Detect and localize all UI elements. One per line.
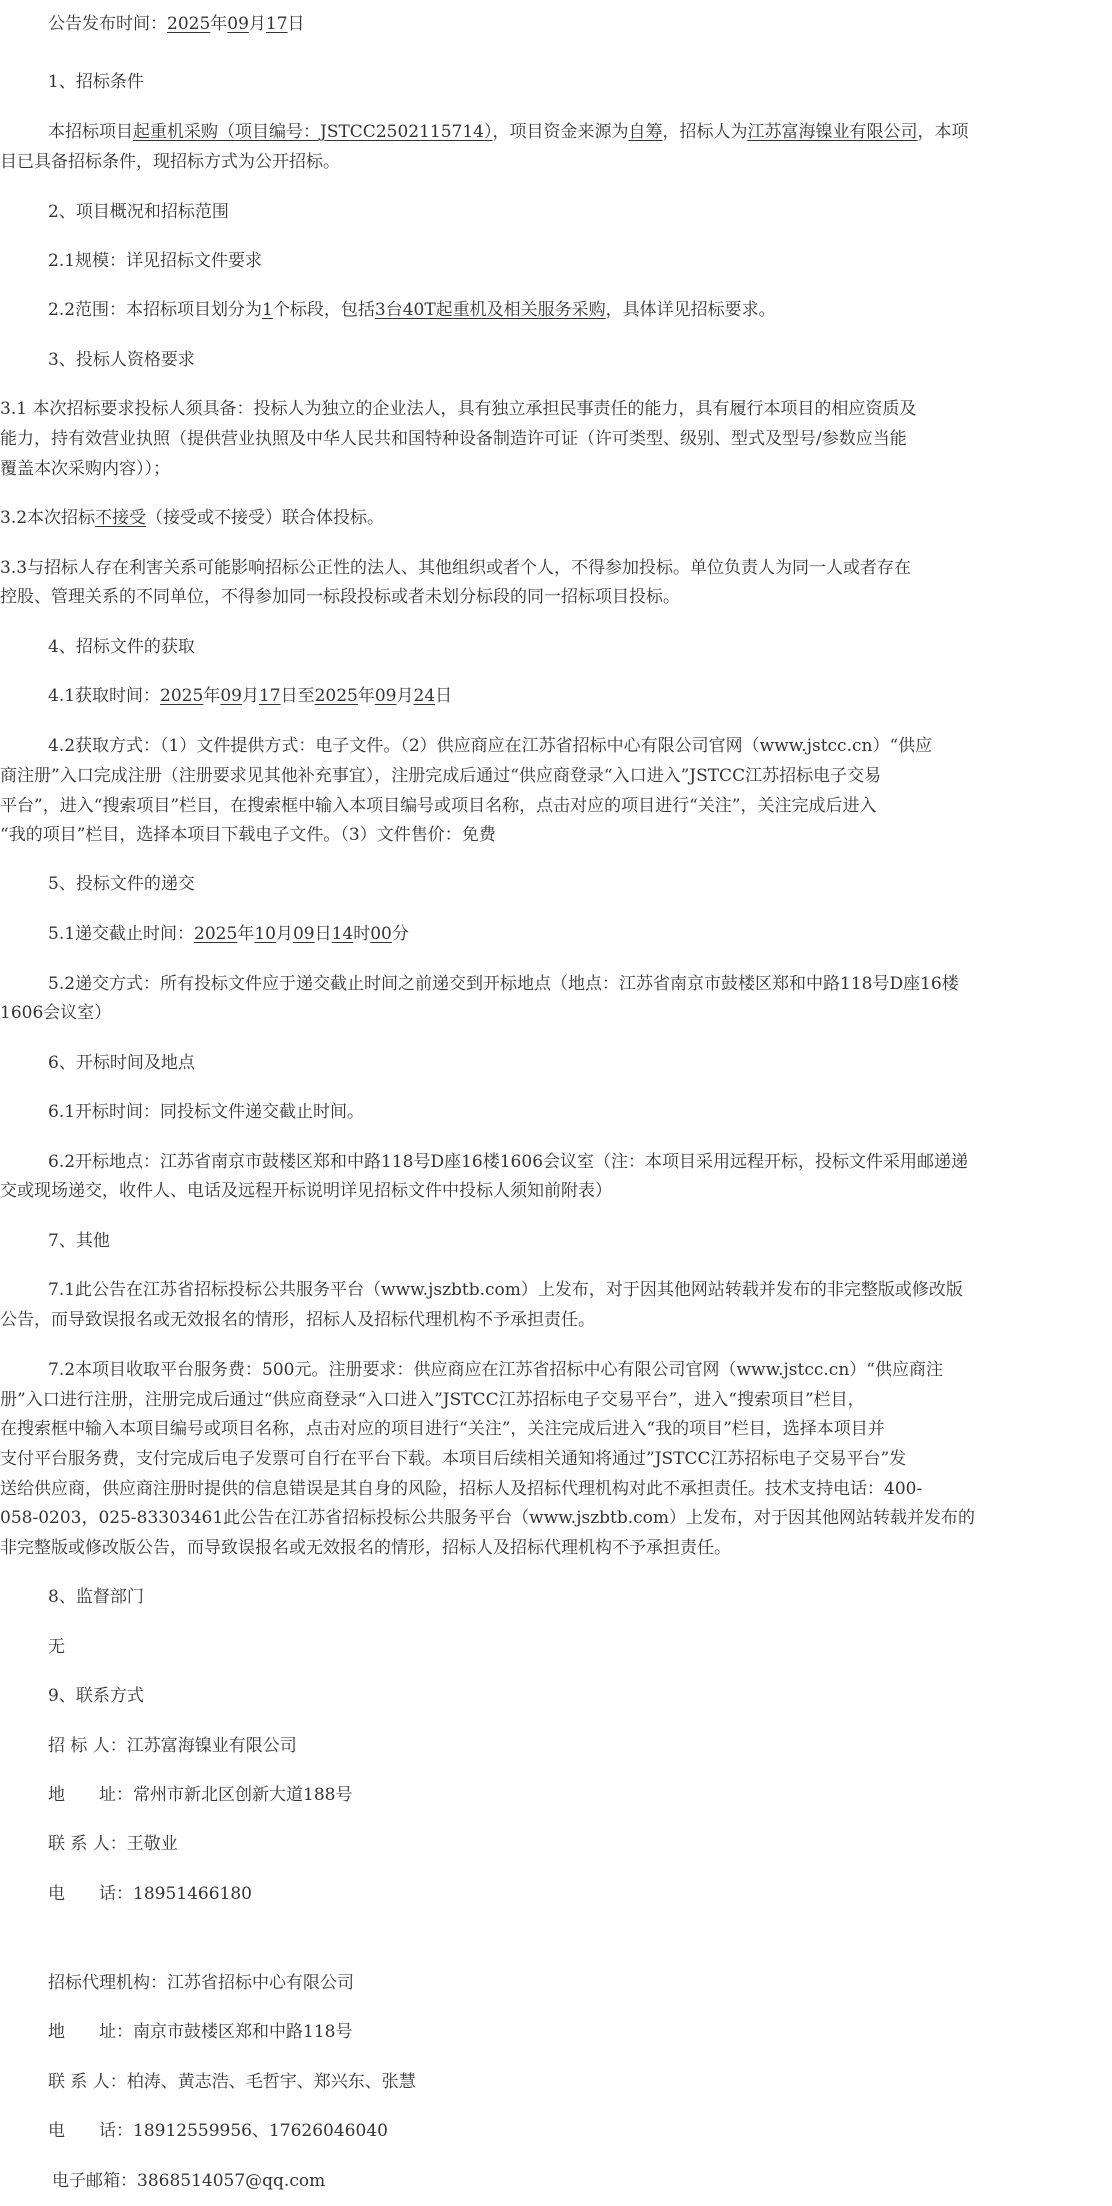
other-7-2-line2: 册”入口进行注册，注册完成后通过“供应商登录“入口进入”JSTCC江苏招标电子交易平台”，进入“搜索项目”栏目， xyxy=(0,1390,865,1410)
acquisition-time: 4.1获取时间：2025年09月17日至2025年09月24日 xyxy=(48,686,453,706)
submission-method-line2: 1606会议室） xyxy=(0,1003,112,1023)
submission-deadline: 5.1递交截止时间：2025年10月09日14时00分 xyxy=(48,924,409,944)
other-7-2-line6: 058-0203，025-83303461此公告在江苏省招标投标公共服务平台（www.jszbtb.com）上发布，对于因其他网站转载并发布的 xyxy=(0,1508,976,1528)
publish-time: 公告发布时间：2025年09月17日 xyxy=(48,14,305,34)
other-7-2-line5: 送给供应商，供应商注册时提供的信息错误是其自身的风险，招标人及招标代理机构对此不承担责任。技术支持电话：400- xyxy=(0,1479,923,1499)
supervision-value: 无 xyxy=(48,1637,65,1657)
qualification-3-1-line2: 能力，持有效营业执照（提供营业执照及中华人民共和国特种设备制造许可证（许可类型、级别、型式及型号/参数应当能 xyxy=(0,429,907,449)
section-6-title: 6、开标时间及地点 xyxy=(48,1053,195,1073)
other-7-2-line7: 非完整版或修改版公告，而导致误报名或无效报名的情形，招标人及招标代理机构不予承担责任。 xyxy=(0,1538,731,1558)
section-9-title: 9、联系方式 xyxy=(48,1686,144,1706)
tenderer-address: 地 址：常州市新北区创新大道188号 xyxy=(48,1785,353,1805)
qualification-3-2: 3.2本次招标不接受（接受或不接受）联合体投标。 xyxy=(0,508,385,528)
section-4-title: 4、招标文件的获取 xyxy=(48,637,195,657)
qualification-3-1-line1: 3.1 本次招标要求投标人须具备：投标人为独立的企业法人，具有独立承担民事责任的能力，具有履行本项目的相应资质及 xyxy=(0,399,917,419)
agency-name: 招标代理机构：江苏省招标中心有限公司 xyxy=(48,1973,354,1993)
section-1-title: 1、招标条件 xyxy=(48,72,144,92)
tenderer-phone: 电 话：18951466180 xyxy=(48,1884,252,1904)
other-7-2-line3: 在搜索框中输入本项目编号或项目名称，点击对应的项目进行“关注”，关注完成后进入“我的项目”栏目，选择本项目并 xyxy=(0,1419,885,1439)
opening-place-line1: 6.2开标地点：江苏省南京市鼓楼区郑和中路118号D座16楼1606会议室（注：本项目采用远程开标，投标文件采用邮递递 xyxy=(48,1152,969,1172)
other-7-2-line4: 支付平台服务费，支付完成后电子发票可自行在平台下载。本项目后续相关通知将通过”JSTCC江苏招标电子交易平台”发 xyxy=(0,1449,907,1469)
section-7-title: 7、其他 xyxy=(48,1231,110,1251)
acquisition-method-line4: “我的项目”栏目，选择本项目下载电子文件。（3）文件售价：免费 xyxy=(0,825,496,845)
section-8-title: 8、监督部门 xyxy=(48,1587,144,1607)
acquisition-method-line1: 4.2获取方式：（1）文件提供方式：电子文件。（2）供应商应在江苏省招标中心有限公司官网（www.jstcc.cn）“供应 xyxy=(48,736,933,756)
section-5-title: 5、投标文件的递交 xyxy=(48,874,195,894)
agency-address: 地 址：南京市鼓楼区郑和中路118号 xyxy=(48,2022,353,2042)
agency-contact: 联 系 人：柏涛、黄志浩、毛哲宇、郑兴东、张慧 xyxy=(48,2072,416,2092)
submission-method-line1: 5.2递交方式：所有投标文件应于递交截止时间之前递交到开标地点（地点：江苏省南京市鼓楼区郑和中路118号D座16楼 xyxy=(48,974,959,994)
project-scope: 2.2范围：本招标项目划分为1个标段，包括3台40T起重机及相关服务采购，具体详见招标要求。 xyxy=(48,300,776,320)
other-7-1-line2: 公告，而导致误报名或无效报名的情形，招标人及招标代理机构不予承担责任。 xyxy=(0,1310,595,1330)
section-2-title: 2、项目概况和招标范围 xyxy=(48,202,229,222)
tender-conditions-line1: 本招标项目起重机采购（项目编号：JSTCC2502115714），项目资金来源为自筹，招标人为江苏富海镍业有限公司，本项 xyxy=(48,122,969,142)
other-7-2-line1: 7.2本项目收取平台服务费：500元。注册要求：供应商应在江苏省招标中心有限公司官网（www.jstcc.cn）“供应商注 xyxy=(48,1360,943,1380)
tenderer-name: 招 标 人：江苏富海镍业有限公司 xyxy=(48,1736,297,1756)
tender-conditions-line2: 目已具备招标条件，现招标方式为公开招标。 xyxy=(0,152,340,172)
acquisition-method-line2: 商注册”入口完成注册（注册要求见其他补充事宜），注册完成后通过“供应商登录“入口进入”JSTCC江苏招标电子交易 xyxy=(0,766,882,786)
qualification-3-3-line2: 控股、管理关系的不同单位，不得参加同一标段投标或者未划分标段的同一招标项目投标。 xyxy=(0,587,680,607)
opening-place-line2: 交或现场递交，收件人、电话及远程开标说明详见招标文件中投标人须知前附表） xyxy=(0,1181,612,1201)
tenderer-contact: 联 系 人：王敬业 xyxy=(48,1834,178,1854)
project-scale: 2.1规模：详见招标文件要求 xyxy=(48,251,263,271)
acquisition-method-line3: 平台”，进入“搜索项目”栏目，在搜索框中输入本项目编号或项目名称，点击对应的项目进行“关注”，关注完成后进入 xyxy=(0,796,877,816)
qualification-3-3-line1: 3.3与招标人存在利害关系可能影响招标公正性的法人、其他组织或者个人，不得参加投标。单位负责人为同一人或者存在 xyxy=(0,558,912,578)
agency-phone: 电 话：18912559956、17626046040 xyxy=(48,2121,388,2141)
opening-time: 6.1开标时间：同投标文件递交截止时间。 xyxy=(48,1102,365,1122)
section-3-title: 3、投标人资格要求 xyxy=(48,350,195,370)
agency-email: 电子邮箱：3868514057@qq.com xyxy=(52,2171,326,2191)
other-7-1-line1: 7.1此公告在江苏省招标投标公共服务平台（www.jszbtb.com）上发布，对于因其他网站转载并发布的非完整版或修改版 xyxy=(48,1280,963,1300)
qualification-3-1-line3: 覆盖本次采购内容））； xyxy=(0,459,170,479)
